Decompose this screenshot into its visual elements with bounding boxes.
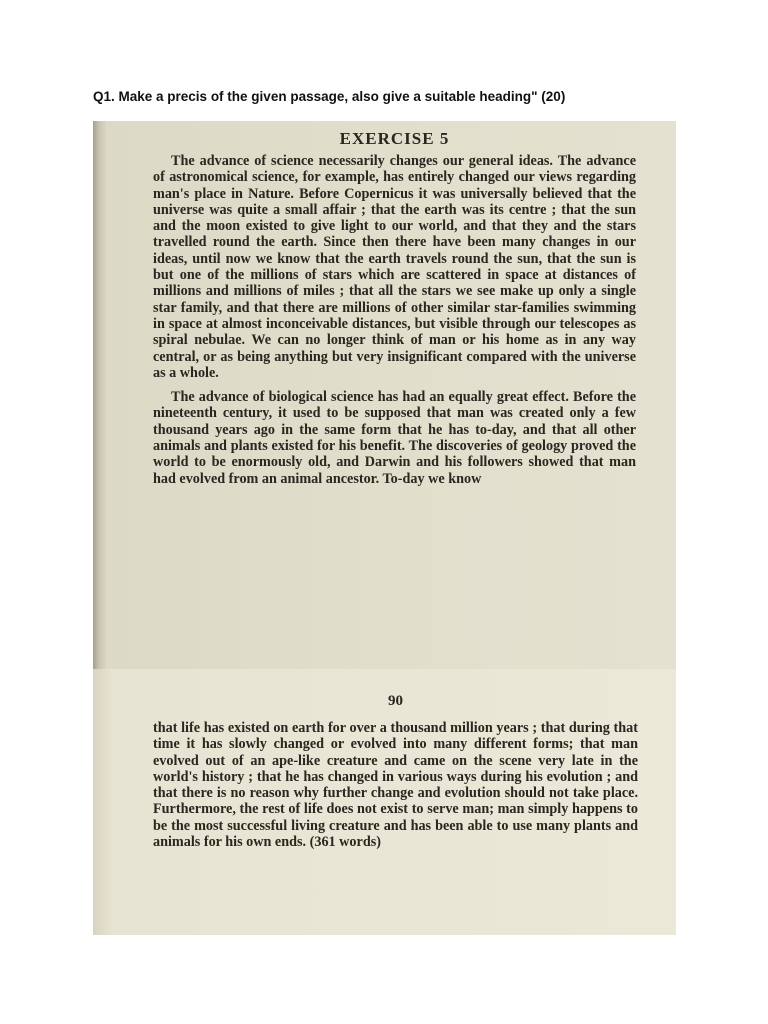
passage-paragraph-3: that life has existed on earth for over a thousand million years ; that during that time it has slowly changed or evolved into many different forms; that man evolved out of an ape-like creature and came on the scene very late in the world's history ; that he has changed in various ways during his evolution ; and that there is no reason why further change and evolution should not take place. Furthermore, the rest of life does not exist to serve man; man simply happens to be the most successful living creature and has been able to use many plants and animals for his own ends. (361 words) [153,720,638,851]
passage-paragraph-1: The advance of science necessarily changes our general ideas. The advance of astronomical science, for example, has entirely changed our views regarding man's place in Nature. Before Copernicus it was universally believed that the universe was quite a small affair ; that the earth was its centre ; that the sun and the moon existed to give light to our world, and that they and the stars travelled round the earth. Since then there have been many changes in our ideas, until now we know that the earth travels round the sun, that the sun is but one of the millions of stars which are scattered in space at distances of millions and millions of miles ; that all the stars we see make up only a single star family, and that there are millions of other similar star-families swimming in space at almost inconceivable distances, but visible through our telescopes as spiral nebulae. We can no longer think of man or his home as in any way central, or as being anything but very insignificant compared with the universe as a whole. [153,153,636,381]
passage-paragraph-2: The advance of biological science has had an equally great effect. Before the nineteenth century, it used to be supposed that man was created only a few thousand years ago in the same form that he has to-day, and that all other animals and plants existed for his benefit. The discoveries of geology proved the world to be enormously old, and Darwin and his followers showed that man had evolved from an animal ancestor. To-day we know [153,389,636,487]
scanned-page-top [93,121,676,669]
question-heading: Q1. Make a precis of the given passage, also give a suitable heading" (20) [93,89,566,104]
scanned-page-bottom [93,669,676,935]
exercise-title: EXERCISE 5 [339,129,450,148]
page-number: 90 [388,693,403,709]
